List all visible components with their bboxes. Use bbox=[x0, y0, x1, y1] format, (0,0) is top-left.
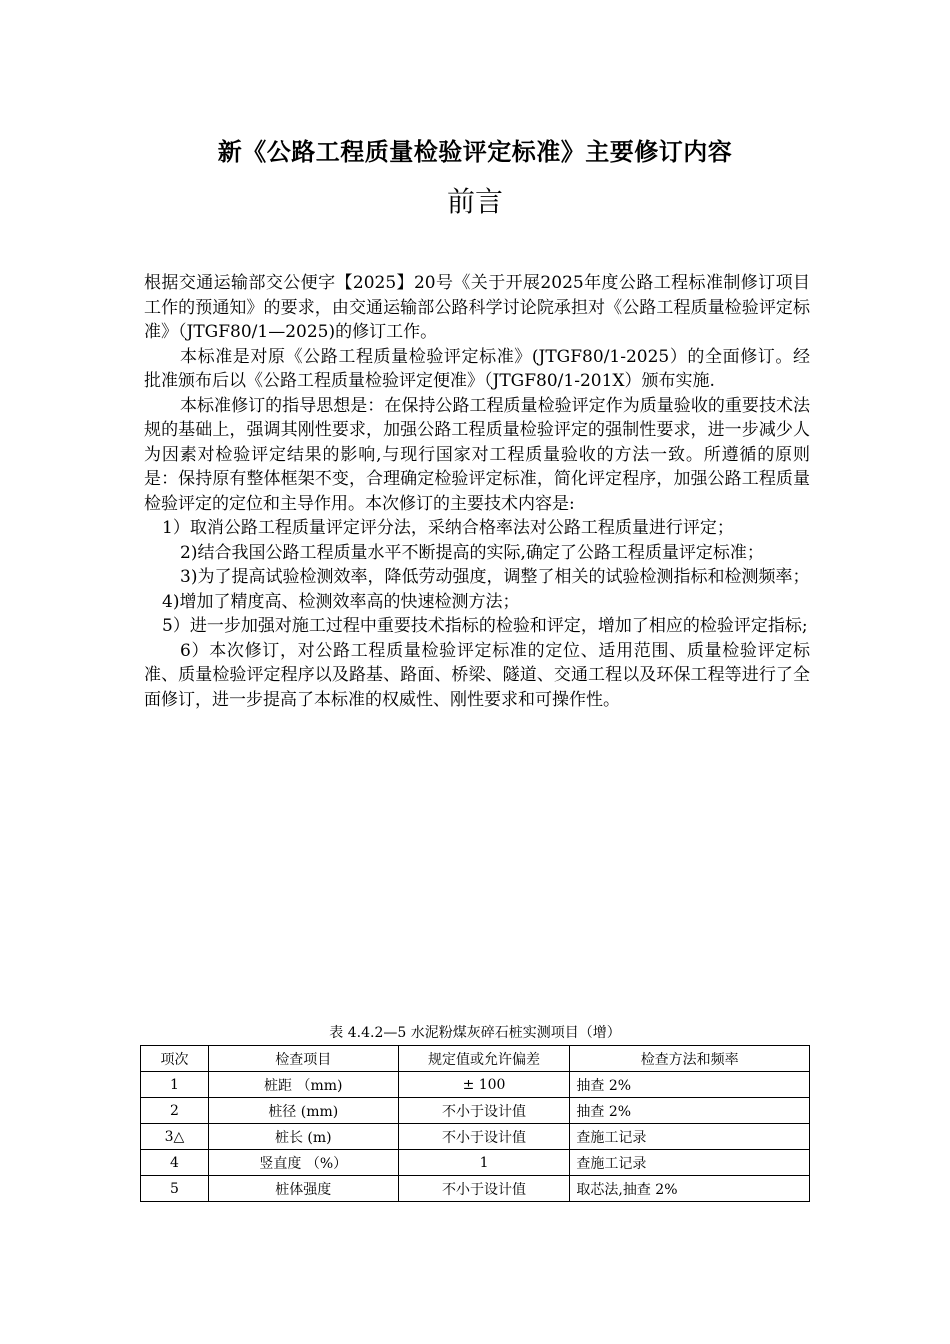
table-cell: 抽查 2% bbox=[570, 1098, 810, 1124]
table-row bbox=[141, 1124, 810, 1150]
table-cell: 取芯法,抽查 2% bbox=[570, 1176, 810, 1202]
table-cell: 1 bbox=[141, 1072, 209, 1098]
table-cell: ± 100 bbox=[398, 1072, 570, 1098]
column-header: 检查项目 bbox=[208, 1046, 398, 1072]
table-cell: 查施工记录 bbox=[570, 1124, 810, 1150]
table-caption: 表 4.4.2—5 水泥粉煤灰碎石桩实测项目（增） bbox=[329, 1025, 621, 1041]
list-item: 6）本次修订，对公路工程质量检验评定标准的定位、适用范围、质量检验评定标准、质量检验评定程序以及路基、路面、桥梁、隧道、交通工程以及环保工程等进行了全面修订，进一步提高了本标准的权威性、刚性要求和可操作性。 bbox=[144, 640, 810, 710]
table-cell: 1 bbox=[398, 1150, 570, 1176]
paragraph: 本标准修订的指导思想是：在保持公路工程质量检验评定作为质量验收的重要技术法规的基础上，强调其刚性要求，加强公路工程质量检验评定的强制性要求，进一步减少人为因素对检验评定结果的影响,与现行国家对工程质量验收的方法一致。所遵循的原则是：保持原有整体框架不变，合理确定检验评定标准，简化评定程序，加强公路工程质量检验评定的定位和主导作用。本次修订的主要技术内容是: bbox=[144, 395, 810, 514]
table-cell: 不小于设计值 bbox=[398, 1098, 570, 1124]
list-item: 3)为了提高试验检测效率，降低劳动强度，调整了相关的试验检测指标和检测频率； bbox=[180, 567, 810, 587]
table-cell: 桩距 （mm) bbox=[208, 1072, 398, 1098]
table-cell: 桩长 (m) bbox=[208, 1124, 398, 1150]
table-cell: 桩径 (mm) bbox=[208, 1098, 398, 1124]
column-header: 项次 bbox=[141, 1046, 209, 1072]
table-row bbox=[141, 1072, 810, 1098]
table-row bbox=[141, 1098, 810, 1124]
table-cell: 查施工记录 bbox=[570, 1150, 810, 1176]
column-header: 规定值或允许偏差 bbox=[398, 1046, 570, 1072]
table-cell: 2 bbox=[141, 1098, 209, 1124]
paragraph: 本标准是对原《公路工程质量检验评定标准》(JTGF80/1-2025）的全面修订。经批准颁布后以《公路工程质量检验评定便准》（JTGF80/1-201X）颁布实施. bbox=[144, 346, 810, 391]
table-cell: 不小于设计值 bbox=[398, 1176, 570, 1202]
table-header-row bbox=[141, 1046, 810, 1072]
list-item: 2)结合我国公路工程质量水平不断提高的实际,确定了公路工程质量评定标准； bbox=[180, 542, 764, 563]
document-title: 新《公路工程质量检验评定标准》主要修订内容 bbox=[217, 138, 733, 166]
table-cell: 桩体强度 bbox=[208, 1176, 398, 1202]
section-heading: 前言 bbox=[446, 185, 503, 218]
list-item: 1）取消公路工程质量评定评分法，采纳合格率法对公路工程质量进行评定； bbox=[162, 518, 734, 538]
list-item: 4)增加了精度高、检测效率高的快速检测方法； bbox=[162, 591, 520, 612]
table-cell: 4 bbox=[141, 1150, 209, 1176]
table-cell: 抽查 2% bbox=[570, 1072, 810, 1098]
table-cell: 不小于设计值 bbox=[398, 1124, 570, 1150]
paragraph: 根据交通运输部交公便字【2025】20号《关于开展2025年度公路工程标准制修订项目工作的预通知》的要求，由交通运输部公路科学讨论院承担对《公路工程质量检验评定标准》（JTGF80/1—2025)的修订工作。 bbox=[144, 273, 810, 342]
table-cell: 5 bbox=[141, 1176, 209, 1202]
table-row bbox=[141, 1150, 810, 1176]
inspection-table bbox=[140, 1045, 810, 1202]
column-header: 检查方法和频率 bbox=[570, 1046, 810, 1072]
table-cell: 3△ bbox=[141, 1124, 209, 1150]
list-item: 5）进一步加强对施工过程中重要技术指标的检验和评定，增加了相应的检验评定指标; bbox=[162, 616, 808, 636]
document-body bbox=[144, 271, 810, 712]
table-cell: 竖直度 （%） bbox=[208, 1150, 398, 1176]
table-row bbox=[141, 1176, 810, 1202]
